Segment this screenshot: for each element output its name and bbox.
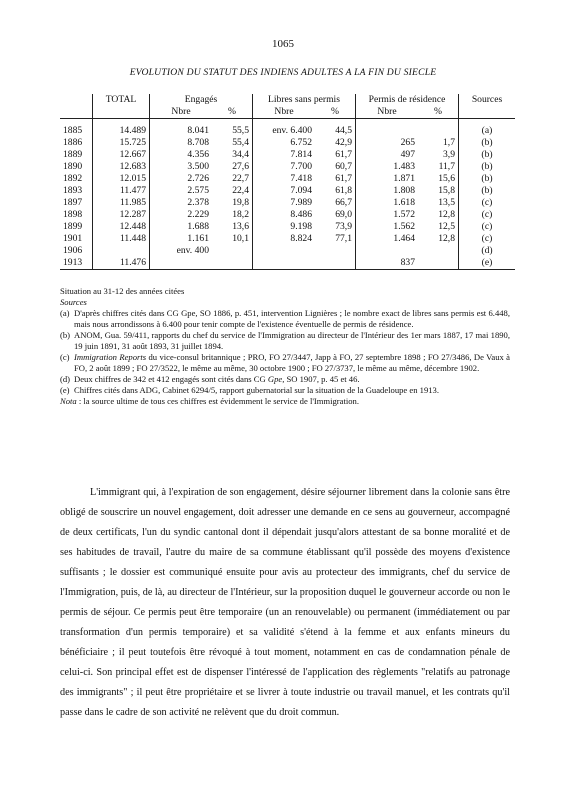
nota-note: Nota : la source ultime de tous ces chiffres est évidemment le service de l'Immigration. [60, 396, 359, 406]
table-cell-lib-p: 61,8 [335, 185, 352, 196]
table-cell-lib-n: 7.700 [253, 161, 316, 173]
table-subheader-row [60, 106, 515, 119]
table-cell-eng-p [212, 257, 253, 270]
table-cell-lib-n: 7.814 [253, 149, 316, 161]
table-cell-eng-p: 55,5 [232, 125, 249, 136]
table-cell-per-n [356, 125, 419, 137]
table-cell-eng-p: 34,4 [232, 149, 249, 160]
table-cell-eng-n: 1.688 [150, 221, 213, 233]
table-cell-per-p: 12,8 [438, 233, 455, 244]
sources-heading: Sources [60, 297, 87, 307]
table-notes [60, 286, 510, 407]
table-cell-src: (b) [459, 185, 516, 197]
table-cell-eng-n: 2.726 [150, 173, 213, 185]
table-cell-lib-p: 61,7 [335, 149, 352, 160]
table-cell-src: (b) [459, 161, 516, 173]
table-cell-year: 1886 [63, 137, 83, 148]
header-engages: Engagés [150, 94, 253, 106]
table-cell-lib-n: 6.752 [253, 137, 316, 149]
table-cell-lib-n: env. 6.400 [253, 125, 316, 137]
table-cell-per-p [418, 257, 459, 270]
table-cell-per-n [356, 245, 419, 257]
source-a: (a) D'après chiffres cités dans CG Gpe, SO 1886, p. 451, intervention Lignières ; le nombre exact de libres sans permis est 6.448, mais nous arrondissons à 6.400 pour tenir compte de l'existence éventuelle de permis de résidence. [60, 308, 510, 329]
table-row [60, 173, 515, 185]
table-cell-total: 12.287 [93, 209, 150, 221]
table-cell-eng-p: 27,6 [232, 161, 249, 172]
table-cell-per-n: 1.464 [356, 233, 419, 245]
table-cell-src: (c) [459, 233, 516, 245]
statistics-table [60, 94, 515, 270]
subheader-libres-pct: % [331, 106, 339, 117]
subheader-libres-nbre: Nbre [253, 106, 316, 119]
table-row [60, 257, 515, 270]
table-cell-total: 12.683 [93, 161, 150, 173]
table-cell-eng-p: 22,7 [232, 173, 249, 184]
table-cell-lib-n: 7.989 [253, 197, 316, 209]
table-cell-lib-n [253, 245, 316, 257]
table-cell-lib-n [253, 257, 316, 270]
subheader-permis-pct: % [434, 106, 442, 117]
header-libres: Libres sans permis [253, 94, 356, 106]
table-cell-lib-n: 7.418 [253, 173, 316, 185]
situation-note: Situation au 31-12 des années citées [60, 286, 185, 296]
table-cell-src: (b) [459, 149, 516, 161]
page-number: 1065 [272, 38, 294, 50]
table-cell-per-p: 11,7 [438, 161, 455, 172]
table-cell-eng-p: 19,8 [232, 197, 249, 208]
table-cell-total: 11.985 [93, 197, 150, 209]
table-cell-total: 15.725 [93, 137, 150, 149]
table-cell-lib-p: 77,1 [335, 233, 352, 244]
table-header-row [60, 94, 515, 106]
table-cell-per-n: 1.572 [356, 209, 419, 221]
table-row [60, 209, 515, 221]
header-permis: Permis de résidence [356, 94, 459, 106]
body-text [60, 483, 510, 723]
table-cell-total: 12.015 [93, 173, 150, 185]
table-cell-year: 1893 [63, 185, 83, 196]
table-cell-eng-n: 1.161 [150, 233, 213, 245]
table-title: EVOLUTION DU STATUT DES INDIENS ADULTES A LA FIN DU SIECLE [129, 67, 437, 78]
table-cell-per-n: 837 [356, 257, 419, 270]
table-cell-year: 1889 [63, 149, 83, 160]
table-cell-eng-n [150, 257, 213, 270]
table-cell-lib-p: 61,7 [335, 173, 352, 184]
table-cell-lib-p [315, 257, 356, 270]
table-cell-lib-p: 44,5 [335, 125, 352, 136]
table-row [60, 137, 515, 149]
table-cell-src: (b) [459, 173, 516, 185]
table-cell-src: (c) [459, 197, 516, 209]
table-cell-year: 1898 [63, 209, 83, 220]
table-cell-total: 14.489 [93, 125, 150, 137]
table-cell-eng-p [212, 245, 253, 257]
table-cell-total [93, 245, 150, 257]
table-body [60, 119, 515, 270]
table-cell-per-n: 497 [356, 149, 419, 161]
table-cell-src: (b) [459, 137, 516, 149]
table-cell-total: 11.476 [93, 257, 150, 270]
table-cell-year: 1899 [63, 221, 83, 232]
table-cell-lib-p: 42,9 [335, 137, 352, 148]
body-paragraph: L'immigrant qui, à l'expiration de son engagement, désire séjourner librement dans la colonie sans être obligé de souscrire un nouvel engagement, doit adresser une demande en ce sens au gouverneur, accompagné de deux certificats, l'un du syndic cantonal dont il dépendait jusqu'alors attestant de sa bonne moralité et de ses habitudes de travail, l'autre du maire de sa commune établissant qu'il possède des moyens d'existence suffisants ; le dossier est communiqué ensuite pour avis au protecteur des immigrants, chef du service de l'Immigration, puis, de là, au directeur de l'Intérieur, sur la proposition duquel le gouverneur accorde ou non le permis de séjour. Ce permis peut être temporaire (un an renouvelable) ou permanent (immédiatement ou par transformation d'un permis temporaire) et sa validité s'étend à la femme et aux enfants mineurs du bénéficiaire ; il peut toutefois être révoqué à tout moment, notamment en cas de condamnation pénale de celui-ci. Son principal effet est de dispenser l'intéressé de l'application des règlements "relatifs au patronage des immigrants" ; il peut être propriétaire et se livrer à toute industrie ou travail manuel, et les contrats qu'il passe dans le cadre de son activité ne relèvent que du droit commun. [60, 487, 510, 718]
table-cell-src: (a) [459, 125, 516, 137]
table-cell-lib-n: 7.094 [253, 185, 316, 197]
table-cell-year: 1892 [63, 173, 83, 184]
table-cell-lib-p: 69,0 [335, 209, 352, 220]
table-cell-lib-p: 60,7 [335, 161, 352, 172]
source-e: (e) Chiffres cités dans ADG, Cabinet 6294/5, rapport gubernatorial sur la situation de la Guadeloupe en 1913. [60, 385, 439, 395]
table-cell-lib-n: 9.198 [253, 221, 316, 233]
table-cell-eng-p: 55,4 [232, 137, 249, 148]
table-row [60, 245, 515, 257]
table-cell-eng-n: env. 400 [150, 245, 213, 257]
table-cell-src: (c) [459, 221, 516, 233]
table-cell-per-p: 3,9 [443, 149, 455, 160]
table-cell-per-p [418, 125, 459, 137]
table-cell-year: 1901 [63, 233, 83, 244]
header-sources: Sources [459, 94, 516, 106]
table-cell-per-n: 1.808 [356, 185, 419, 197]
table-cell-total: 11.477 [93, 185, 150, 197]
table-cell-per-n: 1.483 [356, 161, 419, 173]
table-cell-src: (e) [459, 257, 516, 270]
table-row [60, 233, 515, 245]
table-row [60, 161, 515, 173]
table-cell-year: 1913 [63, 257, 83, 268]
subheader-permis-nbre: Nbre [356, 106, 419, 119]
table-cell-eng-n: 4.356 [150, 149, 213, 161]
table-cell-eng-n: 8.708 [150, 137, 213, 149]
table-cell-eng-n: 8.041 [150, 125, 213, 137]
table-row [60, 149, 515, 161]
table-cell-total: 12.448 [93, 221, 150, 233]
table-cell-per-n: 1.562 [356, 221, 419, 233]
table-cell-lib-n: 8.824 [253, 233, 316, 245]
table-cell-eng-n: 2.378 [150, 197, 213, 209]
table-cell-per-p: 15,6 [438, 173, 455, 184]
table-cell-per-p: 12,8 [438, 209, 455, 220]
table-cell-per-p: 15,8 [438, 185, 455, 196]
table-cell-per-p [418, 245, 459, 257]
source-b: (b) ANOM, Gua. 59/411, rapports du chef du service de l'Immigration au directeur de l'Intérieur des 1er mars 1887, 17 mai 1890, 19 juin 1891, 31 août 1893, 31 juillet 1894. [60, 330, 510, 351]
table-cell-per-p: 1,7 [443, 137, 455, 148]
table-cell-eng-p: 18,2 [232, 209, 249, 220]
table-cell-year: 1885 [63, 125, 83, 136]
table-row [60, 197, 515, 209]
table-cell-src: (c) [459, 209, 516, 221]
table-cell-lib-p [315, 245, 356, 257]
table-cell-per-n: 1.871 [356, 173, 419, 185]
table-row [60, 221, 515, 233]
table-cell-per-p: 12,5 [438, 221, 455, 232]
table-cell-src: (d) [459, 245, 516, 257]
table-cell-lib-n: 8.486 [253, 209, 316, 221]
source-d: (d) Deux chiffres de 342 et 412 engagés sont cités dans CG Gpe, SO 1907, p. 45 et 46. [60, 374, 360, 384]
table-cell-per-n: 1.618 [356, 197, 419, 209]
table-cell-eng-n: 3.500 [150, 161, 213, 173]
subheader-engages-pct: % [228, 106, 236, 117]
table-row [60, 125, 515, 137]
table-cell-year: 1897 [63, 197, 83, 208]
table-cell-lib-p: 66,7 [335, 197, 352, 208]
subheader-engages-nbre: Nbre [150, 106, 213, 119]
table-cell-lib-p: 73,9 [335, 221, 352, 232]
table-cell-total: 11.448 [93, 233, 150, 245]
source-c: (c) Immigration Reports du vice-consul britannique ; PRO, FO 27/3447, Japp à FO, 27 septembre 1898 ; FO 27/3486, De Vaux à FO, 2 août 1899 ; FO 27/3522, le même au même, 30 octobre 1900 ; FO 27/3737, le même au même, décembre 1902. [60, 352, 510, 373]
header-total: TOTAL [93, 94, 150, 106]
table-cell-total: 12.667 [93, 149, 150, 161]
table-cell-eng-p: 13,6 [232, 221, 249, 232]
table-cell-eng-n: 2.575 [150, 185, 213, 197]
table-cell-eng-p: 22,4 [232, 185, 249, 196]
table-cell-eng-p: 10,1 [232, 233, 249, 244]
table-row [60, 185, 515, 197]
table-cell-per-n: 265 [356, 137, 419, 149]
table-cell-eng-n: 2.229 [150, 209, 213, 221]
table-cell-year: 1890 [63, 161, 83, 172]
table-cell-year: 1906 [63, 245, 83, 256]
table-cell-per-p: 13,5 [438, 197, 455, 208]
